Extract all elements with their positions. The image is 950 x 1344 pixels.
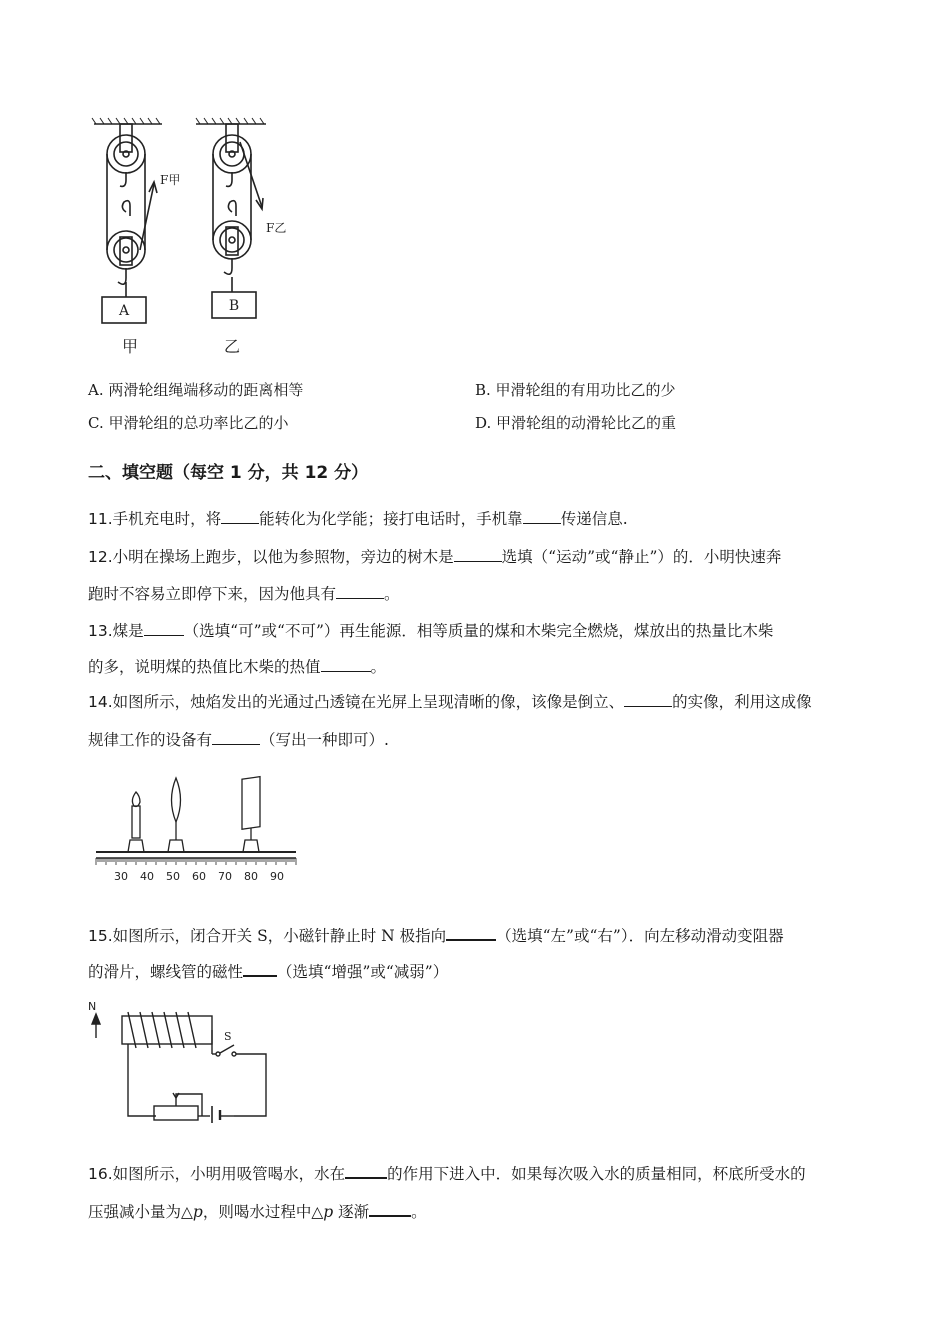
box-b-label: B bbox=[228, 298, 240, 314]
answer-blank[interactable] bbox=[369, 1201, 411, 1217]
bench-tick-label: 80 bbox=[244, 870, 258, 883]
option-d: D. 甲滑轮组的动滑轮比乙的重 bbox=[475, 414, 677, 432]
force-yi-label: F乙 bbox=[266, 221, 287, 235]
question-11: 11.手机充电时，将 能转化为化学能；接打电话时，手机靠 传递信息. bbox=[88, 510, 628, 528]
answer-blank[interactable] bbox=[221, 509, 259, 524]
switch-label: S bbox=[224, 1030, 232, 1043]
answer-blank[interactable] bbox=[446, 925, 496, 941]
force-jia-label: F甲 bbox=[160, 173, 181, 187]
question-13-line2: 的多，说明煤的热值比木柴的热值 。 bbox=[88, 658, 387, 676]
option-b: B. 甲滑轮组的有用功比乙的少 bbox=[475, 381, 676, 399]
bench-tick-label: 60 bbox=[192, 870, 206, 883]
question-16-line2: 压强减小量为△p，则喝水过程中△p 逐渐 。 bbox=[88, 1203, 427, 1221]
answer-blank[interactable] bbox=[523, 509, 561, 524]
circuit-figure bbox=[84, 998, 274, 1123]
bench-tick-label: 50 bbox=[166, 870, 180, 883]
question-14-line2: 规律工作的设备有 （写出一种即可）. bbox=[88, 731, 389, 749]
pulley-figure bbox=[90, 112, 310, 362]
answer-blank[interactable] bbox=[212, 730, 260, 745]
answer-blank[interactable] bbox=[624, 692, 672, 707]
question-16: 16.如图所示，小明用吸管喝水，水在 的作用下进入中．如果每次吸入水的质量相同，杯底所受水的 bbox=[88, 1165, 806, 1183]
label-jia: 甲 bbox=[121, 337, 139, 356]
option-a: A. 两滑轮组绳端移动的距离相等 bbox=[88, 381, 304, 399]
question-14: 14.如图所示，烛焰发出的光通过凸透镜在光屏上呈现清晰的像，该像是倒立、 的实像，利用这成像 bbox=[88, 693, 812, 711]
label-yi: 乙 bbox=[223, 337, 241, 356]
question-12: 12.小明在操场上跑步，以他为参照物，旁边的树木是 选填（“运动”或“静止”）的．小明快速奔 bbox=[88, 548, 782, 566]
bench-tick-label: 40 bbox=[140, 870, 154, 883]
option-c: C. 甲滑轮组的总功率比乙的小 bbox=[88, 414, 289, 432]
question-15-line2: 的滑片，螺线管的磁性 （选填“增强”或“减弱”） bbox=[88, 963, 449, 981]
section-title: 二、填空题（每空 1 分，共 12 分） bbox=[88, 463, 369, 483]
question-13: 13.煤是 （选填“可”或“不可”）再生能源．相等质量的煤和木柴完全燃烧，煤放出的热量比木柴 bbox=[88, 622, 774, 640]
bench-tick-label: 70 bbox=[218, 870, 232, 883]
bench-tick-label: 90 bbox=[270, 870, 284, 883]
answer-blank[interactable] bbox=[243, 961, 277, 977]
answer-blank[interactable] bbox=[321, 657, 371, 672]
answer-blank[interactable] bbox=[144, 621, 184, 636]
answer-blank[interactable] bbox=[454, 547, 502, 562]
question-15: 15.如图所示，闭合开关 S，小磁针静止时 N 极指向 （选填“左”或“右”）．向左移动滑动变阻器 bbox=[88, 927, 784, 945]
optical-bench-figure bbox=[94, 766, 300, 888]
bench-tick-label: 30 bbox=[114, 870, 128, 883]
answer-blank[interactable] bbox=[336, 584, 384, 599]
box-a-label: A bbox=[118, 303, 130, 319]
question-12-line2: 跑时不容易立即停下来，因为他具有 。 bbox=[88, 585, 400, 603]
answer-blank[interactable] bbox=[345, 1163, 387, 1179]
compass-label: N bbox=[88, 1000, 97, 1013]
